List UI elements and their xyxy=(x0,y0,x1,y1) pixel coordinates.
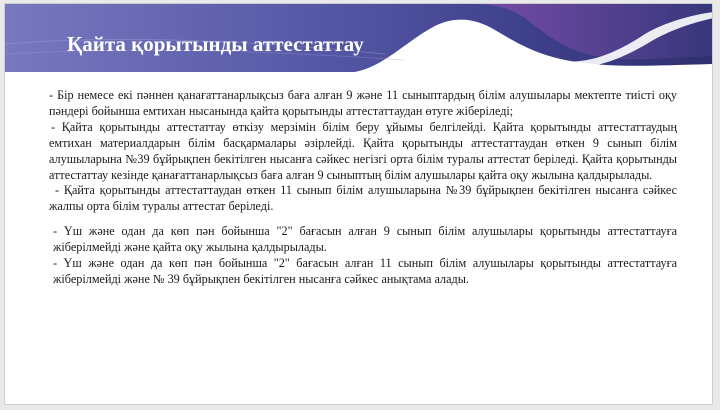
slide-body xyxy=(49,88,677,288)
paragraph-1: - Бір немесе екі пәннен қанағаттанарлықсыз баға алған 9 және 11 сыныптардың білім алушылары мектепте тиісті оқу пәндері бойынша емтихан нысанында қайта қорытынды аттестаттаудан өтуге жіберіледі; xyxy=(49,88,677,118)
spacer xyxy=(49,215,677,224)
bullet-1: - Үш және одан да көп пән бойынша "2" бағасын алған 9 сынып білім алушылары қорытынды аттестаттауға жіберілмейді және қайта оқу жылына қалдырылады. xyxy=(53,224,677,255)
slide xyxy=(4,3,713,405)
slide-title: Қайта қорытынды аттестаттау xyxy=(67,32,364,56)
bullet-2: - Үш және одан да көп пән бойынша "2" бағасын алған 11 сынып білім алушылары қорытынды аттестаттауға жіберілмейді және № 39 бұйрықпен бекітілген нысанға сәйкес анықтама алады. xyxy=(53,256,677,286)
paragraph-2: - Қайта қорытынды аттестаттау өткізу мерзімін білім беру ұйымы белгілейді. Қайта қорытынды аттестаттаудың емтихан материалдарын білім басқармалары әзірлейді. Қайта қорытынды аттестаттаудан өткен 9 сынып білім алушыларына №39 бұйрықпен бекітілген нысанға сәйкес негізгі орта білім туралы аттестат беріледі. Қайта қорытынды аттестаттау кезінде қанағаттанарлықсыз баға алған 9 сыныптың білім алушылары қайта оқу жылына қалдырылады. xyxy=(49,119,677,182)
title-banner xyxy=(5,4,713,88)
paragraph-3: - Қайта қорытынды аттестаттаудан өткен 11 сынып білім алушыларына №39 бұйрықпен бекітілген нысанға сәйкес жалпы орта білім туралы аттестат беріледі. xyxy=(49,183,677,214)
